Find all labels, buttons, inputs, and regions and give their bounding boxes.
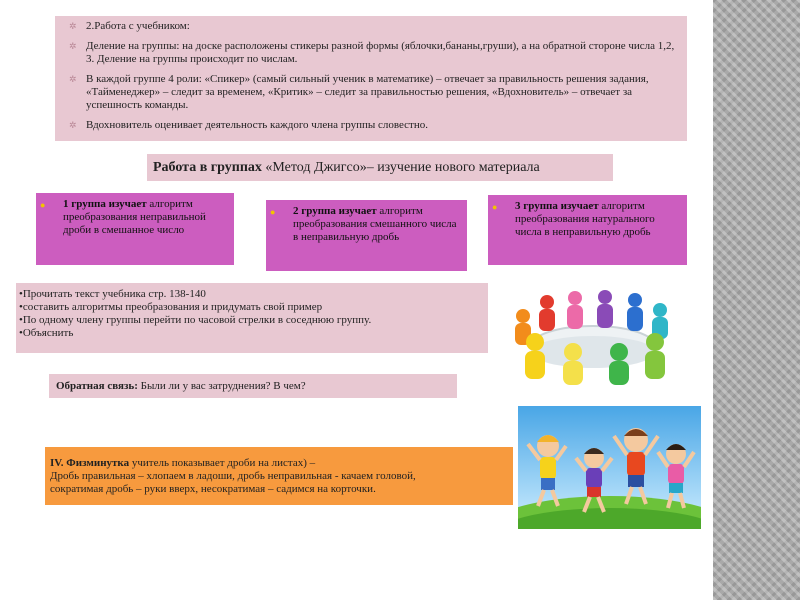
list-item: [69, 20, 677, 33]
section-title-rest: «Метод Джигсо»– изучение нового материала: [265, 160, 540, 175]
group-text: алгоритм преобразования неправильной дроби в смешанное число: [63, 198, 206, 236]
task-line: •Объяснить: [19, 327, 74, 339]
list-item-text: Вдохновитель оценивает деятельность каждого члена группы словестно.: [86, 119, 428, 131]
section-title-bold: Работа в группах: [153, 160, 266, 175]
star-bullet-icon: ✲: [69, 120, 77, 130]
list-item-text: 2.Работа с учебником:: [86, 20, 190, 32]
group-text: алгоритм преобразования натурального числа в неправильную дробь: [515, 200, 655, 238]
group-text: алгоритм преобразования смешанного числа в неправильную дробь: [293, 205, 457, 243]
section-title: [147, 154, 613, 181]
lesson-steps-box: [55, 16, 687, 141]
list-item: [69, 73, 677, 112]
list-item-text: Деление на группы: на доске расположены стикеры разной формы (яблочки,бананы,груши), а на обратной стороне числа 1,2, 3. Деление на группы происходит по числам.: [86, 40, 675, 65]
group-title: 3 группа изучает: [515, 200, 599, 212]
star-bullet-icon: ✲: [69, 21, 77, 31]
star-bullet-icon: ✲: [69, 41, 77, 51]
feedback-box: [49, 374, 457, 398]
group-3-card: [488, 195, 687, 265]
team-table-illustration: [495, 286, 690, 388]
feedback-text: Были ли у вас затруднения? В чем?: [137, 380, 306, 392]
physical-break-box: [45, 447, 513, 505]
group-title: 2 группа изучает: [293, 205, 377, 217]
dot-bullet-icon: ●: [40, 200, 46, 210]
jumping-kids-illustration: [518, 406, 701, 529]
physical-break-text: Дробь правильная – хлопаем в ладоши, дробь неправильная - качаем головой,: [50, 470, 416, 482]
dot-bullet-icon: ●: [270, 207, 276, 217]
dot-bullet-icon: ●: [492, 202, 498, 212]
task-line: •составить алгоритмы преобразования и придумать свой пример: [19, 301, 323, 313]
star-bullet-icon: ✲: [69, 74, 77, 84]
task-line: •Прочитать текст учебника стр. 138-140: [19, 288, 206, 300]
tasks-box: [16, 283, 488, 353]
list-item: [69, 119, 677, 132]
list-item-text: В каждой группе 4 роли: «Спикер» (самый сильный ученик в математике) – отвечает за правильность решения задания, «Тайменеджер» – следит за временем, «Критик» – следит за правильностью решения, «Вдохновитель» – отвечает за успешность команды.: [86, 73, 649, 111]
decorative-side-stripe: [713, 0, 800, 600]
feedback-label: Обратная связь:: [56, 380, 138, 392]
task-line: •По одному члену группы перейти по часовой стрелки в соседнюю группу.: [19, 314, 372, 326]
physical-break-text: учитель показывает дроби на листах) –: [129, 457, 316, 469]
group-2-card: [266, 200, 467, 271]
physical-break-title: IV. Физминутка: [50, 457, 130, 469]
group-title: 1 группа изучает: [63, 198, 147, 210]
group-1-card: [36, 193, 234, 265]
list-item: [69, 40, 677, 66]
physical-break-text: сократимая дробь – руки вверх, несократимая – садимся на корточки.: [50, 483, 376, 495]
